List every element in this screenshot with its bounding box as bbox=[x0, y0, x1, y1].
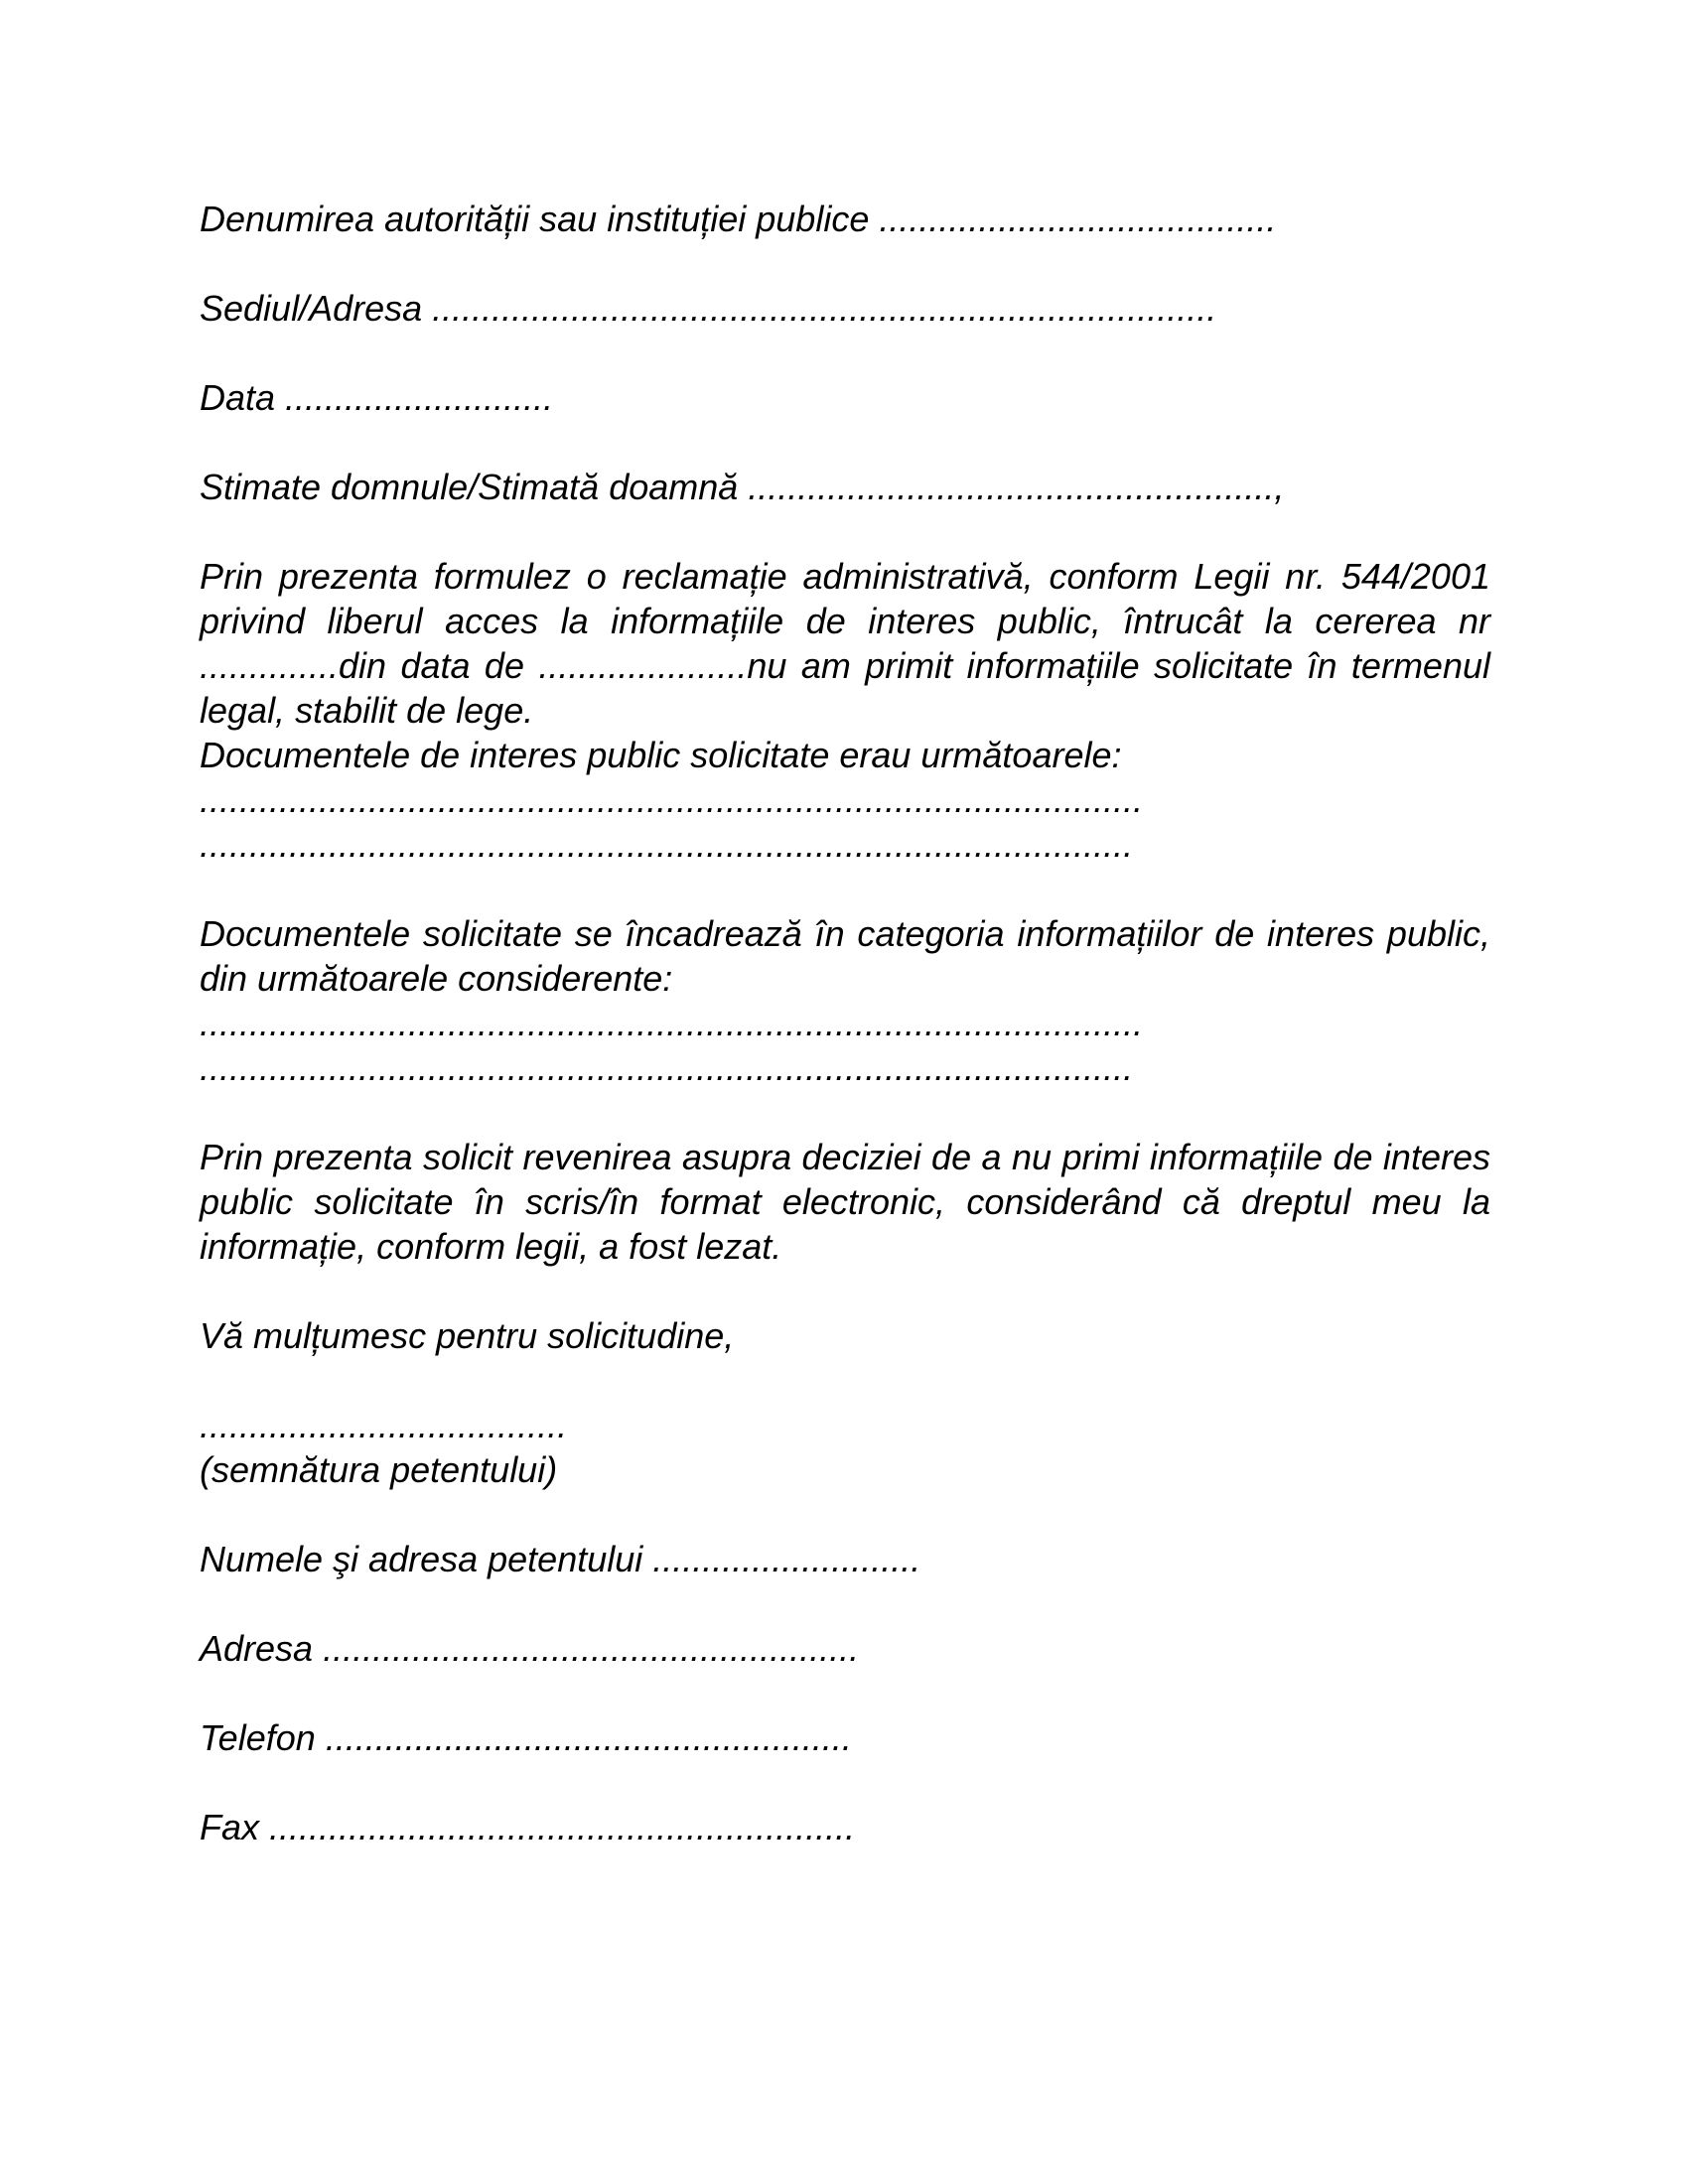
spacer bbox=[200, 509, 1490, 554]
signature-label: (semnătura petentului) bbox=[200, 1449, 558, 1490]
category-paragraph: Documentele solicitate se încadrează în categoria informațiilor de interes public, din următoarele considerente: bbox=[200, 913, 1490, 999]
spacer bbox=[200, 331, 1490, 375]
documents-intro: Documentele de interes public solicitate erau următoarele: bbox=[200, 735, 1122, 775]
address-field: Sediul/Adresa ............................................................................... bbox=[200, 288, 1217, 329]
spacer bbox=[200, 1671, 1490, 1715]
authority-name-field: Denumirea autorității sau instituției publice ........................................ bbox=[200, 199, 1277, 239]
request-paragraph: Prin prezenta solicit revenirea asupra deciziei de a nu primi informațiile de interes public solicitate în scris/în format electronic, considerând că dreptul meu la informație, conform legii, a fost lezat. bbox=[200, 1137, 1490, 1267]
documents-dotted-line: ............................................................................................... bbox=[200, 779, 1144, 820]
date-field: Data ........................... bbox=[200, 377, 554, 418]
petitioner-phone-field: Telefon ..................................................... bbox=[200, 1717, 852, 1758]
spacer bbox=[200, 1760, 1490, 1805]
category-dotted-line: .............................................................................................. bbox=[200, 1047, 1134, 1088]
petitioner-name-field: Numele şi adresa petentului ........................... bbox=[200, 1539, 921, 1579]
spacer bbox=[200, 420, 1490, 465]
signature-dotted-line: ..................................... bbox=[200, 1405, 568, 1445]
spacer bbox=[200, 1269, 1490, 1313]
category-dotted-line: ............................................................................................... bbox=[200, 1003, 1144, 1043]
spacer bbox=[200, 1492, 1490, 1537]
spacer bbox=[200, 241, 1490, 286]
petitioner-fax-field: Fax ........................................................... bbox=[200, 1807, 856, 1847]
spacer bbox=[200, 1358, 1490, 1403]
spacer bbox=[200, 1090, 1490, 1135]
petitioner-address-field: Adresa ...................................................... bbox=[200, 1628, 860, 1669]
salutation: Stimate domnule/Stimată doamnă ....................................................., bbox=[200, 467, 1285, 507]
spacer bbox=[200, 867, 1490, 911]
spacer bbox=[200, 1581, 1490, 1626]
thanks-line: Vă mulțumesc pentru solicitudine, bbox=[200, 1315, 735, 1356]
documents-dotted-line: .............................................................................................. bbox=[200, 824, 1134, 865]
document-body bbox=[200, 197, 1490, 1849]
complaint-paragraph: Prin prezenta formulez o reclamație administrativă, conform Legii nr. 544/2001 privind liberul acces la informațiile de interes public, întrucât la cererea nr ..............din data de .....................nu am primit informațiile solicitate în termenul legal, stabilit de lege. bbox=[200, 556, 1490, 731]
